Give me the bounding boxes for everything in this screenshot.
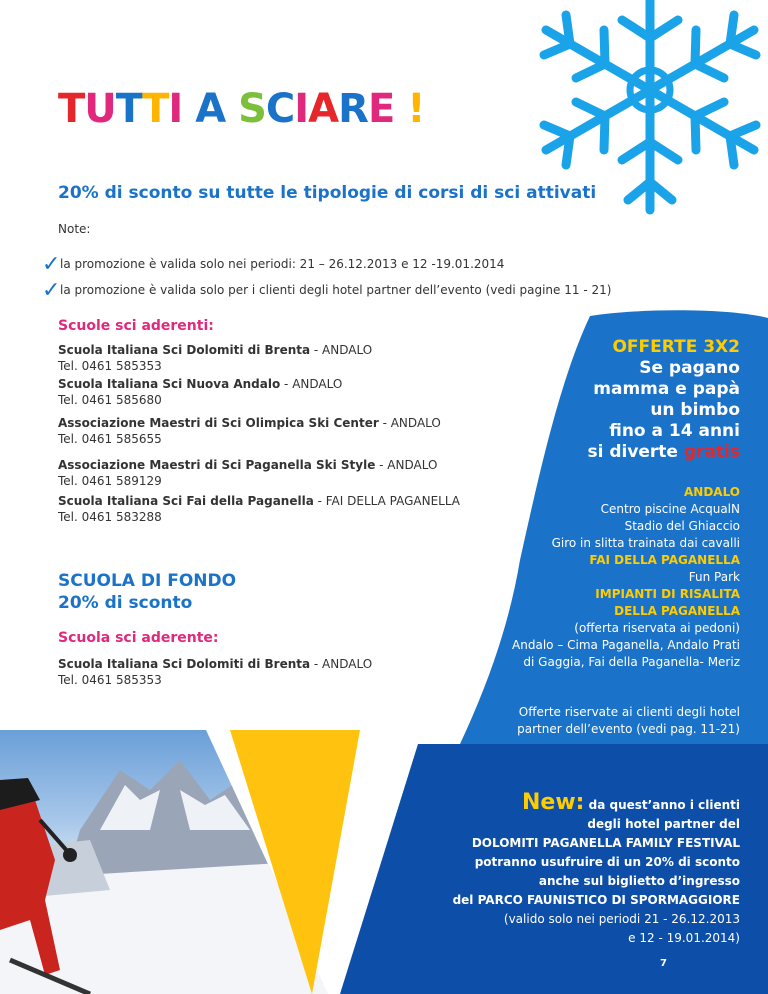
title-letter: I — [168, 86, 183, 132]
school-entry: Scuola Italiana Sci Fai della Paganella - FAI DELLA PAGANELLA Tel. 0461 583288 — [58, 494, 460, 524]
page-number: 7 — [660, 958, 667, 969]
fondo-heading: Scuola sci aderente: — [58, 630, 219, 646]
title-letter — [182, 86, 195, 132]
title-letter: A — [308, 86, 339, 132]
school-entry: Scuola Italiana Sci Dolomiti di Brenta - ANDALO Tel. 0461 585353 — [58, 657, 373, 687]
school-entry: Scuola Italiana Sci Nuova Andalo - ANDALO Tel. 0461 585680 — [58, 377, 343, 407]
title-letter: T — [115, 86, 143, 132]
offer-reserved-note: Offerte riservate ai clienti degli hotel partner dell’evento (vedi pag. 11-21) — [517, 705, 740, 736]
title-letter: E — [367, 86, 395, 132]
offer-title: OFFERTE 3X2 Se pagano mamma e papà un bimbo fino a 14 anni si diverte gratis — [587, 337, 740, 462]
title-letter: I — [294, 86, 309, 132]
note-item: ✓la promozione è valida solo nei periodi: 21 – 26.12.2013 e 12 -19.01.2014 — [42, 252, 505, 277]
offer-andalo: ANDALO Centro piscine AcqualN Stadio del Ghiaccio Giro in slitta trainata dai cavalli FAI DELLA PAGANELLA Fun Park IMPIANTI DI RISALITA DELLA PAGANELLA (offerta riservata ai pedoni) Andalo – Cima Paganella, Andalo Prati di Gaggia, Fai della Paganella- Meriz — [512, 485, 740, 669]
title-letter: ! — [407, 86, 425, 132]
title-letter: T — [58, 86, 85, 132]
school-entry: Scuola Italiana Sci Dolomiti di Brenta - ANDALO Tel. 0461 585353 — [58, 343, 373, 373]
title-letter: C — [265, 86, 295, 132]
school-entry: Associazione Maestri di Sci Olimpica Ski Center - ANDALO Tel. 0461 585655 — [58, 416, 441, 446]
fondo-title: SCUOLA DI FONDO 20% di sconto — [58, 571, 237, 613]
checkmark-icon: ✓ — [42, 278, 61, 303]
title-letter: S — [238, 86, 266, 132]
new-announcement: New: da quest’anno i clienti degli hotel partner del DOLOMITI PAGANELLA FAMILY FESTIVAL potranno usufruire di un 20% di sconto anche sul biglietto d’ingresso del PARCO FAUNISTICO DI SPORMAGGIORE (valido solo nei periodi 21 - 26.12.2013 e 12 - 19.01.2014) — [452, 790, 740, 945]
snowflake-icon — [544, 0, 756, 210]
notes-label: Note: — [58, 222, 91, 236]
subtitle: 20% di sconto su tutte le tipologie di corsi di sci attivati — [58, 183, 597, 203]
page-title — [58, 86, 424, 132]
title-letter: T — [142, 86, 169, 132]
title-letter — [394, 86, 407, 132]
note-item: ✓la promozione è valida solo per i clienti degli hotel partner dell’evento (vedi pagine 11 - 21) — [42, 278, 612, 303]
schools-heading: Scuole sci aderenti: — [58, 318, 214, 334]
new-label: New: — [522, 790, 585, 815]
title-letter: U — [84, 86, 116, 132]
title-letter: A — [195, 86, 226, 132]
title-letter: R — [338, 86, 368, 132]
checkmark-icon: ✓ — [42, 252, 61, 277]
title-letter — [225, 86, 238, 132]
school-entry: Associazione Maestri di Sci Paganella Ski Style - ANDALO Tel. 0461 589129 — [58, 458, 438, 488]
